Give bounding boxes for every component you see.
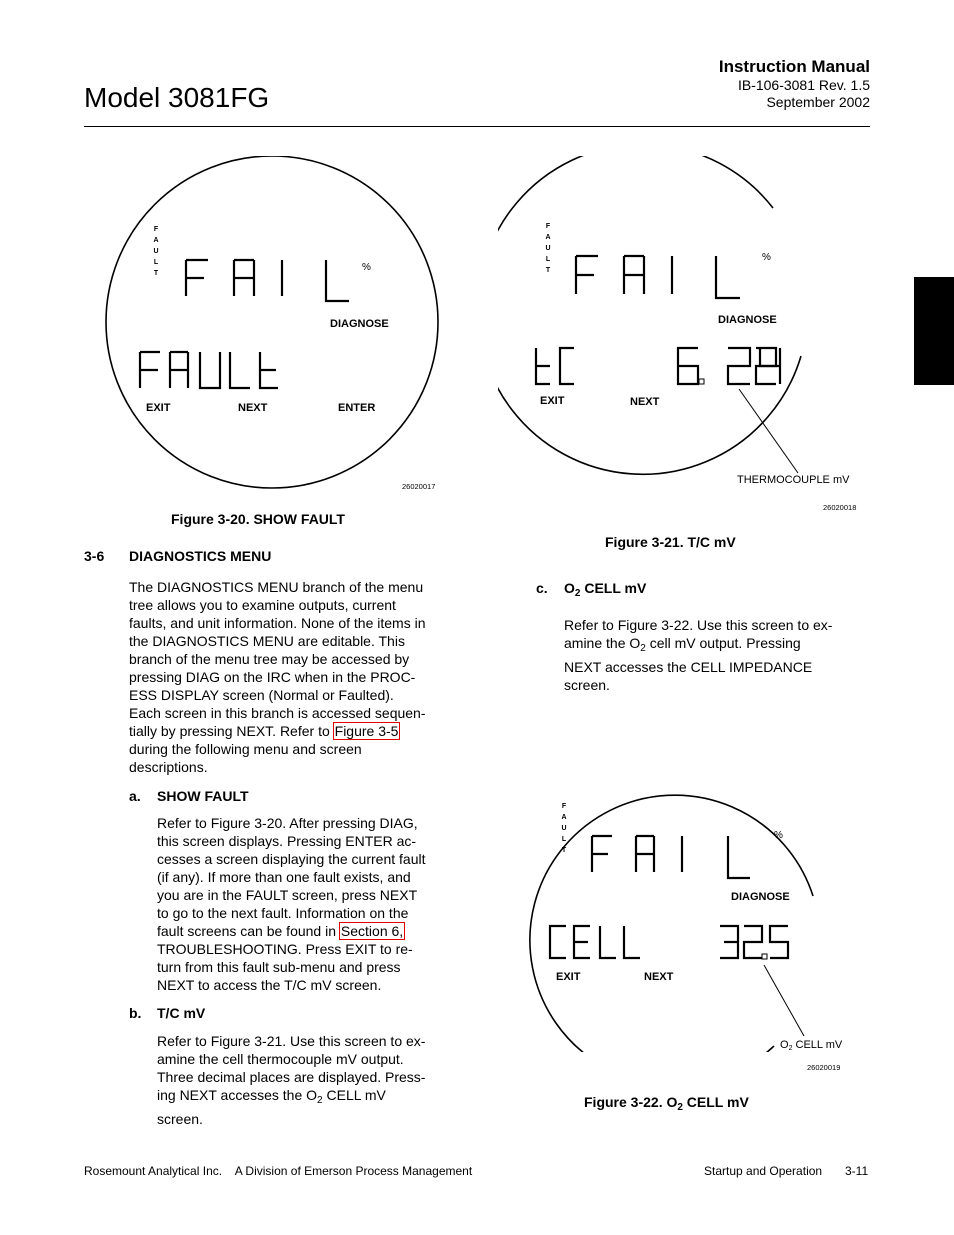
text-line [129, 722, 469, 740]
subscript: 2 [317, 1095, 323, 1106]
fault-annunciator-c4: L [153, 259, 159, 266]
lcd-value-325 [720, 926, 788, 958]
text-line: NEXT to access the T/C mV screen. [157, 977, 382, 993]
text-line: cesses a screen displaying the current fault [157, 851, 426, 867]
item-c-letter: c. [536, 580, 548, 596]
callout-text: CELL mV [792, 1039, 843, 1051]
callout-subscript: 2 [788, 1045, 793, 1052]
percent-symbol: % [774, 830, 783, 841]
footer-company: Rosemount Analytical Inc. A Division of Emerson Process Management [84, 1164, 473, 1178]
text-span: O [564, 580, 575, 596]
thermocouple-callout: THERMOCOUPLE mV [737, 474, 850, 486]
lcd-second-cell [550, 926, 640, 958]
caption-text: CELL mV [682, 1094, 749, 1110]
section-title: DIAGNOSTICS MENU [129, 548, 272, 564]
text-line: Three decimal places are displayed. Press- [157, 1069, 426, 1085]
section-tab [914, 277, 954, 385]
text-span: fault screens can be found in [157, 923, 340, 939]
item-a-body [157, 814, 469, 994]
fault-annunciator-c1: F [561, 803, 567, 810]
lcd-main-fail [186, 260, 349, 301]
section-number: 3-6 [84, 548, 105, 564]
fault-annunciator-c2: A [545, 234, 551, 241]
figure-caption: Figure 3-21. T/C mV [605, 534, 736, 550]
text-line: faults, and unit information. None of the items in [129, 615, 426, 631]
text-line [157, 922, 469, 940]
fault-annunciator-c5: T [561, 847, 567, 854]
text-line: screen. [157, 1111, 203, 1127]
fault-annunciator-c1: F [545, 223, 551, 230]
fault-annunciator-c2: A [561, 814, 567, 821]
section-6-link[interactable]: Section 6, [340, 923, 404, 939]
lcd-figure-3-22 [528, 756, 828, 1052]
item-a-title: SHOW FAULT [157, 788, 249, 804]
fault-annunciator-c1: F [153, 226, 159, 233]
callout-text: O [780, 1039, 789, 1051]
header-right [719, 57, 870, 111]
text-line: Refer to Figure 3-22. Use this screen to ex- [564, 617, 833, 633]
figure-caption: Figure 3-20. SHOW FAULT [171, 511, 345, 527]
text-line: screen. [564, 677, 610, 693]
figure-3-5-link[interactable]: Figure 3-5 [334, 723, 399, 739]
percent-symbol: % [362, 262, 371, 273]
figure-number: 26020017 [402, 482, 436, 491]
percent-symbol: % [762, 252, 771, 263]
text-line: branch of the menu tree may be accessed by [129, 651, 410, 667]
text-span: cell mV output. Pressing [645, 635, 801, 651]
decimal-point [699, 379, 704, 384]
fault-annunciator-c4: L [545, 256, 551, 263]
item-b-body [157, 1032, 469, 1128]
fault-annunciator-c3: U [153, 248, 159, 255]
figure-number: 26020018 [823, 503, 857, 512]
item-c-title [564, 580, 646, 599]
text-line: this screen displays. Pressing ENTER ac- [157, 833, 417, 849]
text-line: TROUBLESHOOTING. Press EXIT to re- [157, 941, 413, 957]
fault-annunciator-c3: U [545, 245, 551, 252]
text-span: amine the O [564, 635, 641, 651]
text-line: you are in the FAULT screen, press NEXT [157, 887, 418, 903]
footer-section: Startup and Operation [704, 1164, 823, 1178]
subscript: 2 [640, 643, 646, 654]
lcd-figure-3-21 [498, 156, 804, 486]
text-line: the DIAGNOSTICS MENU are editable. This [129, 633, 405, 649]
text-line: ESS DISPLAY screen (Normal or Faulted). [129, 687, 394, 703]
text-line: Refer to Figure 3-20. After pressing DIAG, [157, 815, 418, 831]
footer-page-number: 3-11 [845, 1164, 869, 1178]
lcd-main-fail [592, 836, 750, 878]
lcd-value-6224 [678, 348, 780, 384]
fault-annunciator-c5: T [153, 270, 159, 277]
exit-label: EXIT [540, 395, 565, 407]
lcd-second-fault [140, 352, 278, 388]
doc-date: September 2002 [766, 94, 870, 110]
text-line: turn from this fault sub-menu and press [157, 959, 401, 975]
text-span: ing NEXT accesses the O [157, 1087, 318, 1103]
item-a-letter: a. [129, 788, 141, 804]
manual-title: Instruction Manual [718, 57, 870, 76]
item-b-letter: b. [129, 1005, 142, 1021]
header-rule [84, 126, 870, 127]
lcd-second-tc [536, 348, 574, 384]
text-line: Each screen in this branch is accessed sequen- [129, 705, 426, 721]
next-label: NEXT [238, 402, 268, 414]
o2-cell-callout [780, 1039, 842, 1052]
caption-subscript: 2 [677, 1102, 683, 1113]
diagnose-label: DIAGNOSE [718, 314, 777, 326]
subscript: 2 [574, 588, 581, 599]
text-line [564, 634, 870, 658]
fault-annunciator-c4: L [561, 836, 567, 843]
text-line: amine the cell thermocouple mV output. [157, 1051, 404, 1067]
figure-number: 26020019 [807, 1063, 841, 1072]
enter-label: ENTER [338, 402, 376, 414]
decimal-point [762, 954, 767, 959]
section-intro [129, 578, 469, 776]
text-span: CELL mV [322, 1087, 386, 1103]
text-line [157, 1086, 469, 1110]
exit-label: EXIT [146, 402, 171, 414]
text-span: tially by pressing NEXT. Refer to [129, 723, 334, 739]
text-line: pressing DIAG on the IRC when in the PROC- [129, 669, 416, 685]
lcd-figure-3-20 [104, 156, 440, 490]
fault-annunciator-c5: T [545, 267, 551, 274]
text-line: tree allows you to examine outputs, current [129, 597, 396, 613]
text-line: NEXT accesses the CELL IMPEDANCE [564, 659, 813, 675]
figure-caption [584, 1094, 749, 1113]
item-b-title: T/C mV [157, 1005, 206, 1021]
lcd-main-fail [576, 256, 740, 298]
exit-label: EXIT [556, 971, 581, 983]
next-label: NEXT [630, 396, 660, 408]
fault-annunciator-c3: U [561, 825, 567, 832]
callout-leader [764, 965, 804, 1036]
text-line: The DIAGNOSTICS MENU branch of the menu [129, 579, 424, 595]
diagnose-label: DIAGNOSE [330, 318, 389, 330]
text-line: Refer to Figure 3-21. Use this screen to ex- [157, 1033, 426, 1049]
callout-leader [739, 389, 798, 473]
next-label: NEXT [644, 971, 674, 983]
diagnose-label: DIAGNOSE [731, 891, 790, 903]
text-line: during the following menu and screen [129, 741, 362, 757]
model-title: Model 3081FG [84, 82, 270, 113]
item-c-body [564, 616, 870, 694]
doc-number: IB-106-3081 Rev. 1.5 [737, 77, 870, 93]
text-line: descriptions. [129, 759, 208, 775]
text-line: to go to the next fault. Information on the [157, 905, 409, 921]
text-line: (if any). If more than one fault exists, and [157, 869, 411, 885]
fault-annunciator-c2: A [153, 237, 159, 244]
text-span: CELL mV [580, 580, 647, 596]
caption-text: Figure 3-22. O [584, 1094, 678, 1110]
